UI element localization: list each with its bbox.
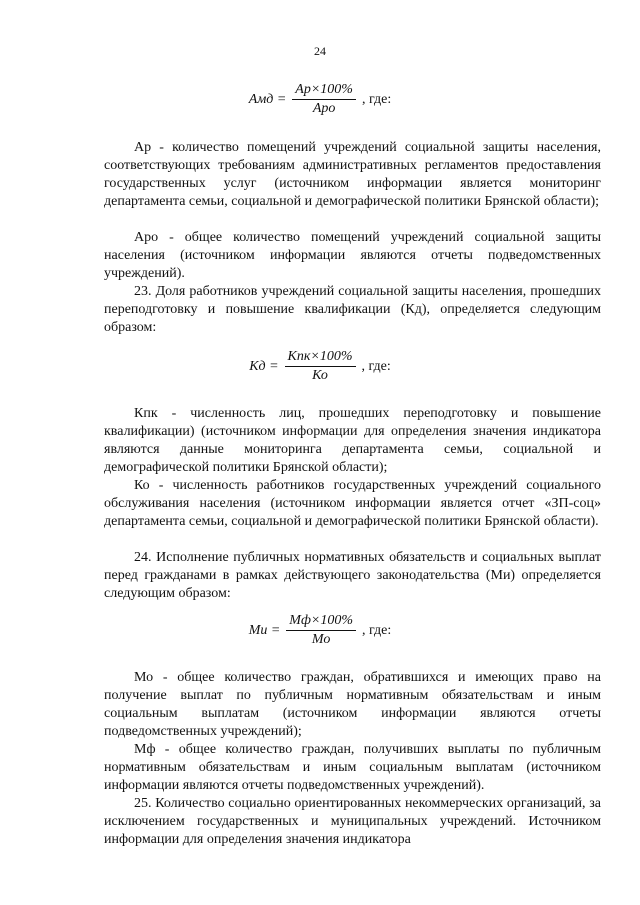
formula-numerator: Ар×100%: [292, 82, 356, 100]
paragraph-item-25: 25. Количество социально ориентированных некоммерческих организаций, за исключением государственных и муниципальных учреждений. Источником информации для определения значения индикатора: [104, 796, 601, 847]
formula-kd: [0, 349, 640, 384]
formula-denominator: Ко: [312, 368, 328, 383]
formula-lhs: Ми =: [248, 622, 281, 638]
formula-numerator: Мф×100%: [286, 613, 356, 631]
paragraph-kpk: Кпк - численность лиц, прошедших переподготовку и повышение квалификации) (источником информации для определения значения индикатора являются данные мониторинга департамента семьи, социальной и демографической политики Брянской области);: [104, 406, 601, 475]
paragraph-aro: Аро - общее количество помещений учреждений социальной защиты населения (источником информации являются отчеты подведомственных учреждений).: [104, 230, 601, 281]
formula-fraction: [292, 82, 356, 117]
paragraph-item-23: 23. Доля работников учреждений социальной защиты населения, прошедших переподготовку и повышение квалификации (Кд), определяется следующим образом:: [104, 284, 601, 335]
formula-tail: , где:: [361, 91, 392, 107]
formula-amd: [0, 82, 640, 117]
formula-numerator: Кпк×100%: [285, 349, 356, 367]
paragraph-mo: Мо - общее количество граждан, обратившихся и имеющих право на получение выплат по публичным нормативным обязательствам и иным социальным выплатам (источником информации являются отчеты подведомственных учреждений);: [104, 670, 601, 739]
formula-fraction: [286, 613, 356, 648]
formula-tail: , где:: [361, 358, 391, 374]
formula-lhs: Кд =: [249, 358, 279, 374]
formula-lhs: Амд =: [248, 91, 287, 107]
formula-tail: , где:: [362, 622, 392, 638]
paragraph-ko: Ко - численность работников государственных учреждений социального обслуживания населения (источником информации является отчет «ЗП-соц» департамента семьи, социальной и демографической политики Брянской области).: [104, 478, 601, 529]
formula-mi: [0, 613, 640, 648]
paragraph-item-24: 24. Исполнение публичных нормативных обязательств и социальных выплат перед гражданами в рамках действующего законодательства (Ми) определяется следующим образом:: [104, 550, 601, 601]
formula-denominator: Аро: [312, 101, 336, 116]
formula-fraction: [285, 349, 356, 384]
paragraph-mf: Мф - общее количество граждан, получивших выплаты по публичным нормативным обязательствам и иным социальным выплатам (источником информации являются отчеты подведомственных учреждений).: [104, 742, 601, 793]
paragraph-ar: Ар - количество помещений учреждений социальной защиты населения, соответствующих требованиям административных регламентов предоставления государственных услуг (источником информации является мониторинг департамента семьи, социальной и демографической политики Брянской области);: [104, 140, 601, 209]
page-number: 24: [314, 44, 326, 58]
formula-denominator: Мо: [311, 632, 331, 647]
